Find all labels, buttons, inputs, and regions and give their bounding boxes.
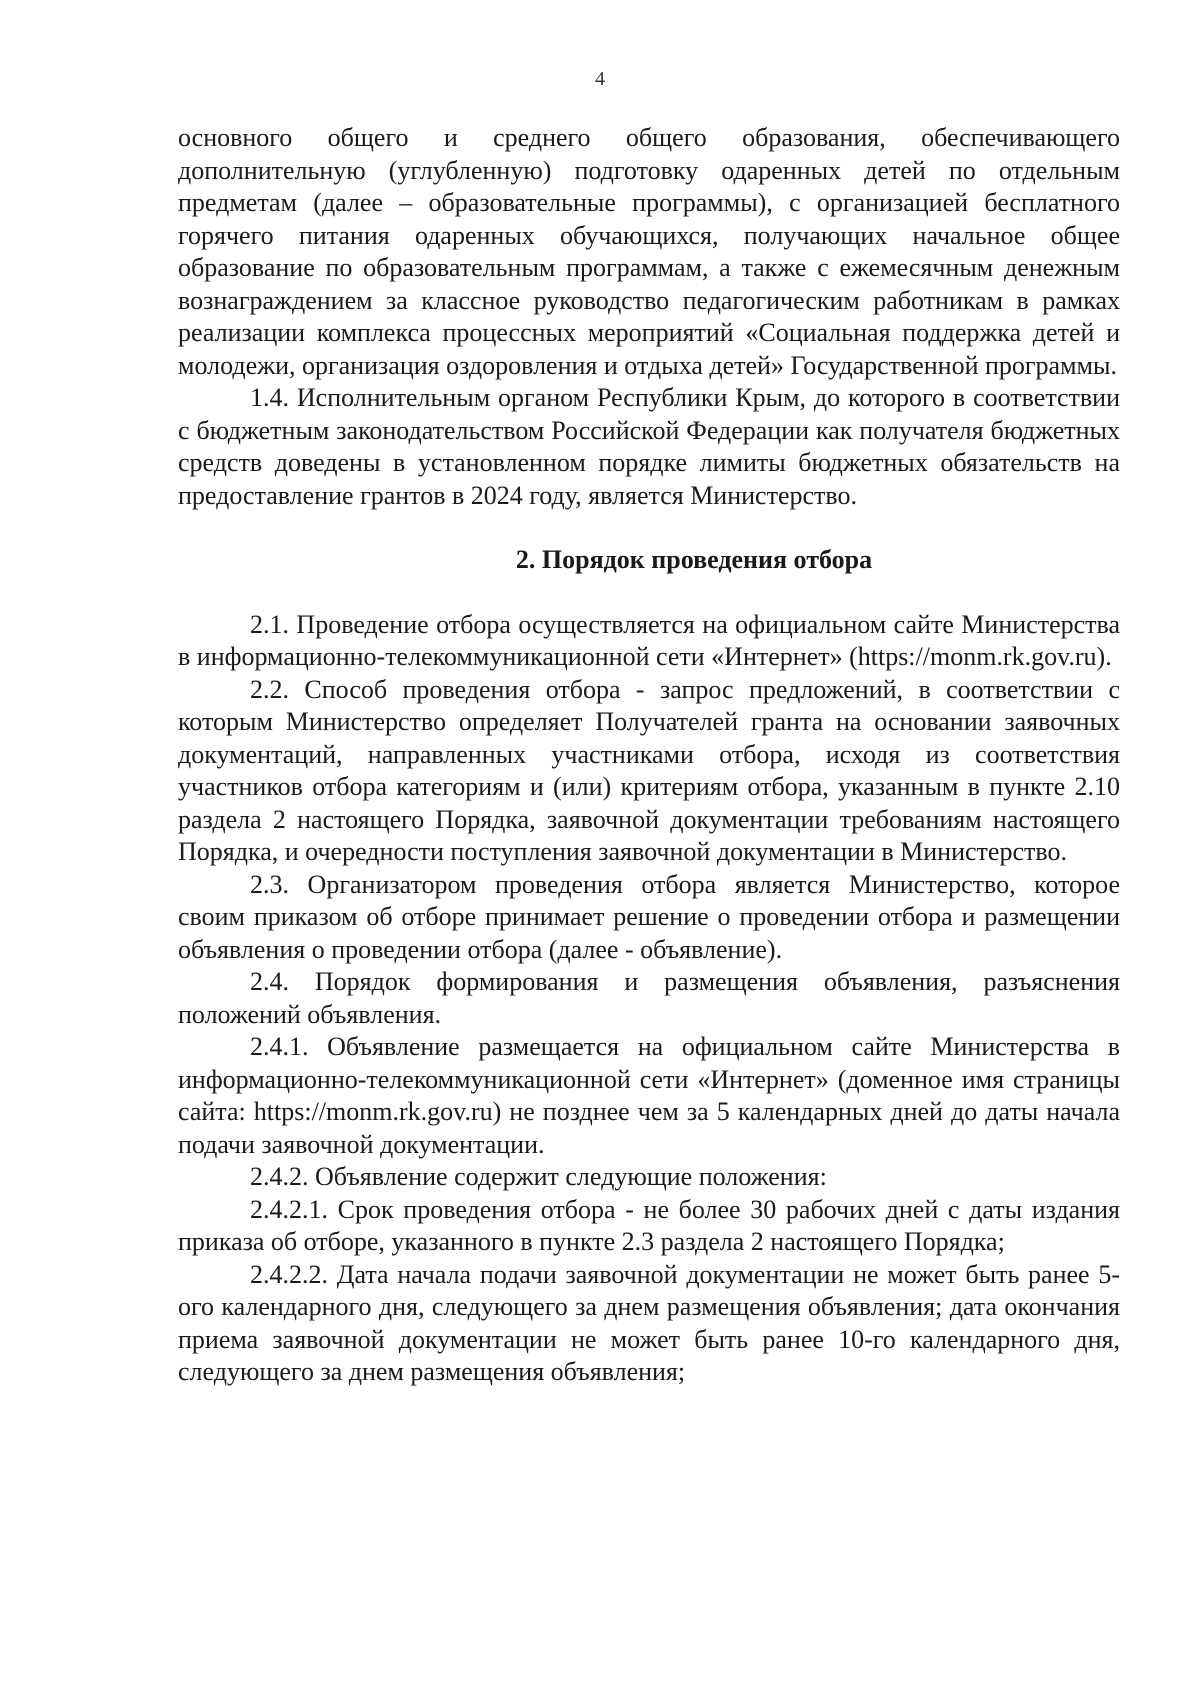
paragraph-2-4-1: 2.4.1. Объявление размещается на официальном сайте Министерства в информационно-телекоммуникационной сети «Интернет» (доменное имя страницы сайта: https://monm.rk.gov.ru) не позднее чем за 5 календарных дней до даты начала подачи заявочной документации. (178, 1032, 1120, 1159)
paragraph-intro-continuation: основного общего и среднего общего образования, обеспечивающего дополнительную (углубленную) подготовку одаренных детей по отдельным предметам (далее – образовательные программы), с организацией бесплатного горячего питания одаренных обучающихся, получающих начальное общее образование по образовательным программам, а также с ежемесячным денежным вознаграждением за классное руководство педагогическим работникам в рамках реализации комплекса процессных мероприятий «Социальная поддержка детей и молодежи, организация оздоровления и отдыха детей» Государственной программы. (178, 123, 1120, 380)
section-2-title: 2. Порядок проведения отбора (515, 545, 873, 574)
paragraph-2-2: 2.2. Способ проведения отбора - запрос предложений, в соответствии с которым Министерство определяет Получателей гранта на основании заявочных документаций, направленных участниками отбора, исходя из соответствия участников отбора категориям и (или) критериям отбора, указанным в пункте 2.10 раздела 2 настоящего Порядка, заявочной документации требованиям настоящего Порядка, и очередности поступления заявочной документации в Министерство. (178, 674, 1120, 866)
document-body (178, 122, 1120, 1389)
paragraph-2-4-2-1: 2.4.2.1. Срок проведения отбора - не более 30 рабочих дней с даты издания приказа об отборе, указанного в пункте 2.3 раздела 2 настоящего Порядка; (178, 1194, 1120, 1256)
paragraph-2-4-2-2: 2.4.2.2. Дата начала подачи заявочной документации не может быть ранее 5-ого календарного дня, следующего за днем размещения объявления; дата окончания приема заявочной документации не может быть ранее 10-го календарного дня, следующего за днем размещения объявления; (178, 1259, 1120, 1386)
page-number: 4 (595, 68, 605, 90)
paragraph-2-1: 2.1. Проведение отбора осуществляется на официальном сайте Министерства в информационно-телекоммуникационной сети «Интернет» (https://monm.rk.gov.ru). (178, 609, 1120, 671)
paragraph-2-3: 2.3. Организатором проведения отбора является Министерство, которое своим приказом об отборе принимает решение о проведении отбора и размещении объявления о проведении отбора (далее - объявление). (178, 869, 1120, 964)
paragraph-2-4: 2.4. Порядок формирования и размещения объявления, разъяснения положений объявления. (178, 967, 1120, 1029)
paragraph-1-4: 1.4. Исполнительным органом Республики Крым, до которого в соответствии с бюджетным законодательством Российской Федерации как получателя бюджетных средств доведены в установленном порядке лимиты бюджетных обязательств на предоставление грантов в 2024 году, является Министерство. (178, 383, 1120, 510)
paragraph-2-4-2: 2.4.2. Объявление содержит следующие положения: (250, 1162, 827, 1191)
